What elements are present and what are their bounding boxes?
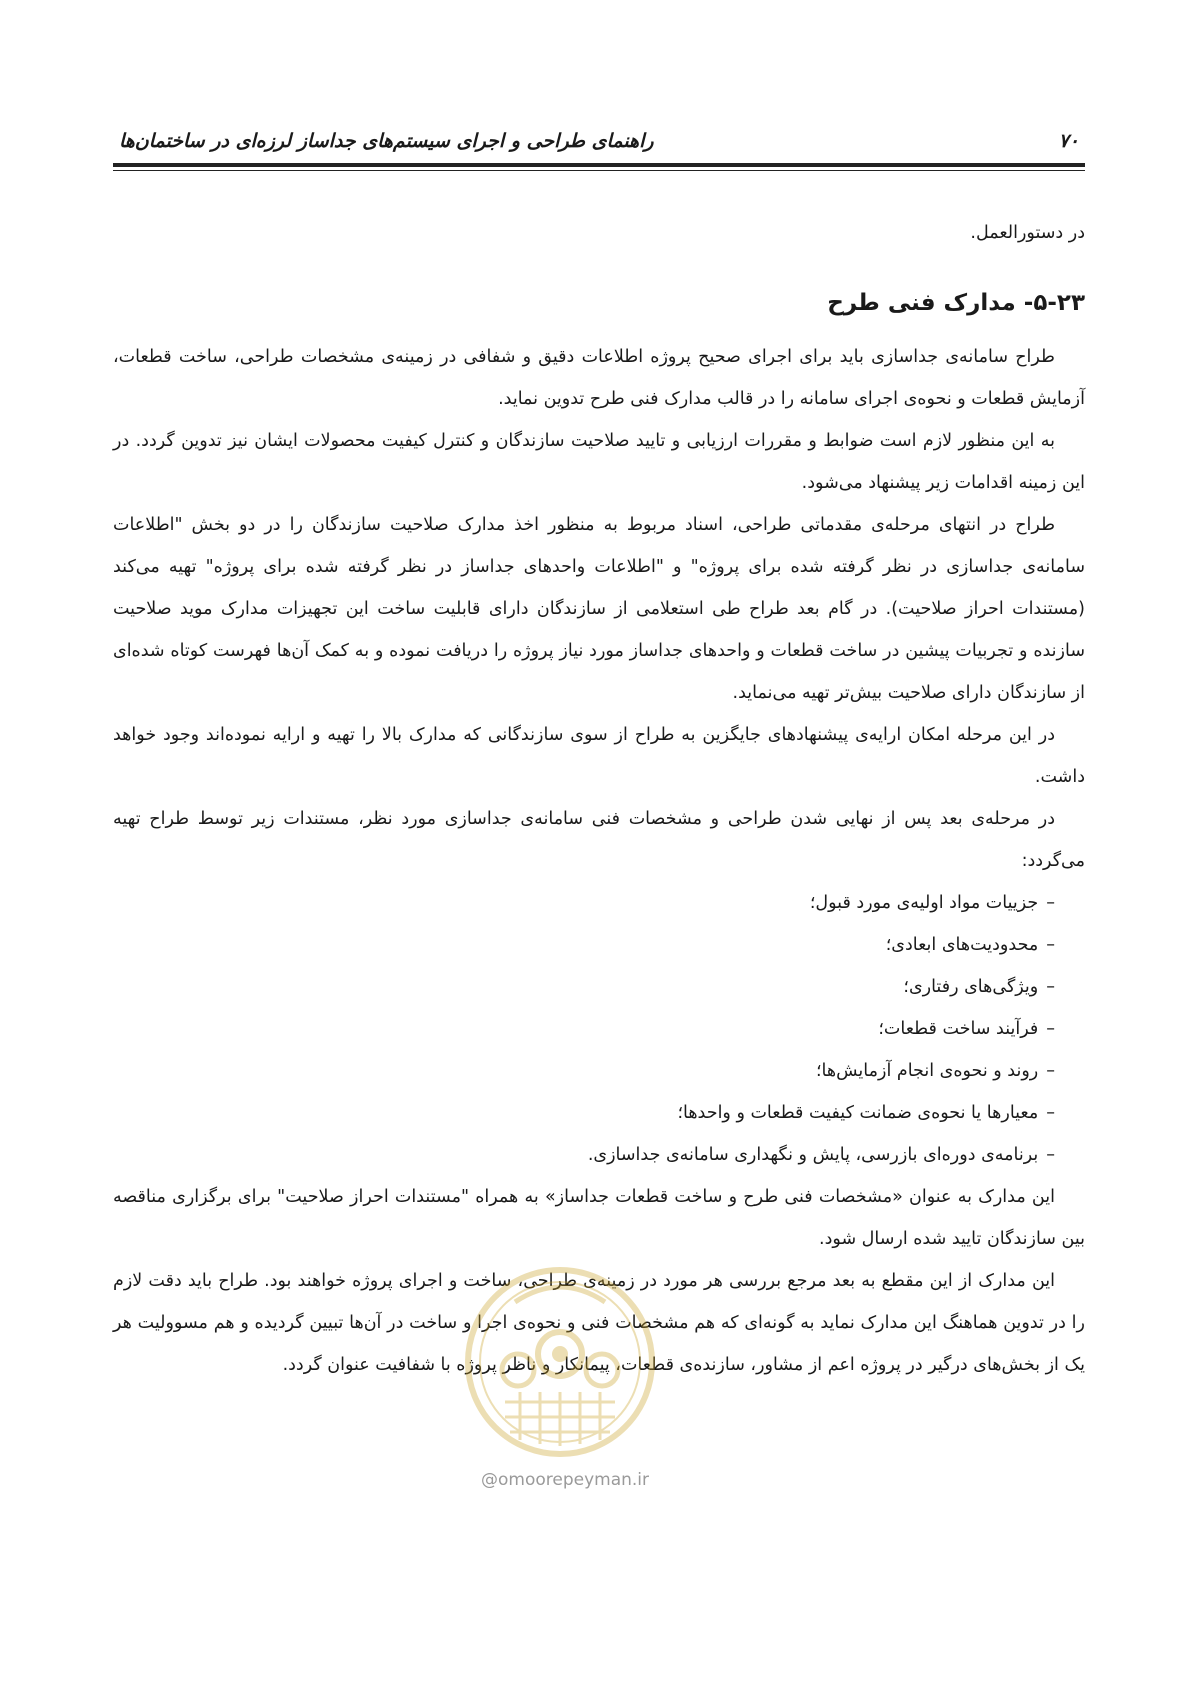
list-marker: – [1046,1145,1055,1165]
list-item: –معیارها یا نحوه‌ی ضمانت کیفیت قطعات و واحدها؛ [113,1092,1055,1134]
page-number: ۷۰ [1058,130,1079,152]
list-marker: – [1046,893,1055,913]
body-content [113,212,1085,1386]
list-item: –فرآیند ساخت قطعات؛ [113,1008,1055,1050]
watermark-logo [460,1262,660,1462]
paragraph-6: این مدارک به عنوان «مشخصات فنی طرح و ساخت قطعات جداساز» به همراه "مستندات احراز صلاحیت" برای برگزاری مناقصه بین سازندگان تایید شده ارسال شود. [113,1187,1085,1249]
list-item: –محدودیت‌های ابعادی؛ [113,924,1055,966]
page-header [113,126,1085,160]
list-item: –ویژگی‌های رفتاری؛ [113,966,1055,1008]
list-marker: – [1046,935,1055,955]
list-item: –روند و نحوه‌ی انجام آزمایش‌ها؛ [113,1050,1055,1092]
list-marker: – [1046,1061,1055,1081]
list-marker: – [1046,1019,1055,1039]
section-heading: ۵-۲۳- مدارک فنی طرح [827,290,1085,316]
paragraph-4: در این مرحله امکان ارایه‌ی پیشنهادهای جایگزین به طراح از سوی سازندگانی که مدارک بالا را تهیه و ارایه نموده‌اند وجود خواهد داشت. [113,725,1085,787]
list-item: –جزییات مواد اولیه‌ی مورد قبول؛ [113,882,1055,924]
list-marker: – [1046,977,1055,997]
header-rule-thin [113,170,1085,171]
paragraph-2: به این منظور لازم است ضوابط و مقررات ارزیابی و تایید صلاحیت سازندگان و کنترل کیفیت محصولات ایشان نیز تدوین گردد. در این زمینه اقدامات زیر پیشنهاد می‌شود. [113,431,1085,493]
paragraph-5: در مرحله‌ی بعد پس از نهایی شدن طراحی و مشخصات فنی سامانه‌ی جداسازی مورد نظر، مستندات زیر توسط طراح تهیه می‌گردد: [113,809,1085,871]
documents-list [113,882,1085,1176]
paragraph-1: طراح سامانه‌ی جداسازی باید برای اجرای صحیح پروژه اطلاعات دقیق و شفافی در زمینه‌ی مشخصات طراحی، ساخت قطعات، آزمایش قطعات و نحوه‌ی اجرای سامانه را در قالب مدارک فنی طرح تدوین نماید. [113,347,1085,409]
paragraph-7: این مدارک از این مقطع به بعد مرجع بررسی هر مورد در زمینه‌ی طراحی، ساخت و اجرای پروژه خواهند بود. طراح باید دقت لازم را در تدوین هماهنگ این مدارک نماید به گونه‌ای که هم مشخصات فنی و نحوه‌ی اجرا و ساخت در آن‌ها تبیین گردیده و هم مسوولیت هر یک از بخش‌های درگیر در پروژه اعم از مشاور، سازنده‌ی قطعات، پیمانکار و ناظر پروژه با شفافیت عنوان گردد. [113,1271,1085,1375]
watermark-url: @omoorepeyman.ir [480,1470,650,1490]
paragraph-3: طراح در انتهای مرحله‌ی مقدماتی طراحی، اسناد مربوط به منظور اخذ مدارک صلاحیت سازندگان را در دو بخش "اطلاعات سامانه‌ی جداسازی در نظر گرفته شده برای پروژه" و "اطلاعات واحدهای جداساز در نظر گرفته شده برای پروژه" تهیه می‌کند (مستندات احراز صلاحیت). در گام بعد طراح طی استعلامی از سازندگان دارای قابلیت ساخت این تجهیزات مدارک موید صلاحیت سازنده و تجربیات پیشین در ساخت قطعات و واحدهای جداساز مورد نیاز پروژه را دریافت نموده و به کمک آن‌ها فهرست کوتاه شده‌ای از سازندگان دارای صلاحیت بیش‌تر تهیه می‌نماید. [113,515,1085,703]
header-rule-thick [113,163,1085,167]
list-item: –برنامه‌ی دوره‌ای بازرسی، پایش و نگهداری سامانه‌ی جداسازی. [113,1134,1055,1176]
list-marker: – [1046,1103,1055,1123]
intro-line: در دستورالعمل. [970,223,1085,243]
running-title: راهنمای طراحی و اجرای سیستم‌های جداساز لرزه‌ای در ساختمان‌ها [119,130,654,152]
